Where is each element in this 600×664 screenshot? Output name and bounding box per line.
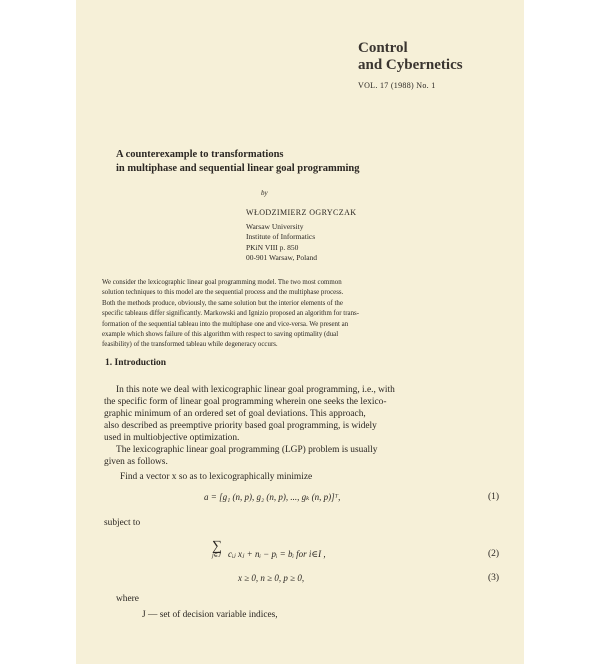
summation (212, 538, 222, 559)
abstract (102, 278, 492, 351)
author-name: WŁODZIMIERZ OGRYCZAK (246, 208, 357, 217)
body-line: the specific form of linear goal programming wherein one seeks the lexico- (104, 397, 387, 407)
section-heading: 1. Introduction (105, 358, 167, 368)
abstract-line: specific tableaus differ significantly. Markowski and Ignizio proposed an algorithm for trans- (102, 310, 359, 318)
equation-1: a = [g₁ (n, p), g₂ (n, p), ..., gₖ (n, p)]ᵀ, (204, 492, 341, 502)
equation-3-number: (3) (488, 573, 500, 583)
abstract-line: solution techniques to this model are the sequential process and the multiphase process. (102, 289, 344, 297)
sum-symbol: ∑ (212, 539, 222, 555)
subject-to-label: subject to (104, 518, 141, 528)
equation-3: x ≥ 0, n ≥ 0, p ≥ 0, (238, 573, 305, 583)
abstract-line: Both the methods produce, obviously, the same solution but the interior elements of the (102, 299, 343, 307)
where-label: where (116, 594, 139, 604)
affiliation-line: Institute of Informatics (246, 232, 316, 242)
body-line: graphic minimum of an ordered set of goal deviations. This approach, (104, 409, 366, 419)
abstract-line: feasibility) of the transformed tableau while degeneracy occurs. (102, 341, 278, 349)
affiliation-line: PKiN VIII p. 850 (246, 242, 299, 252)
equation-2: cᵢⱼ xⱼ + nᵢ − pᵢ = bᵢ for i∈I , (228, 549, 326, 559)
scanned-page (76, 0, 524, 664)
journal-name-line1: Control (358, 40, 408, 56)
equation-1-number: (1) (488, 492, 500, 502)
equation-2-number: (2) (488, 549, 500, 559)
article-title (116, 148, 359, 176)
body-line: given as follows. (104, 457, 168, 467)
abstract-line: We consider the lexicographic linear goal programming model. The two most common (102, 279, 342, 286)
find-statement: Find a vector x so as to lexicographically minimize (120, 472, 313, 482)
affiliation-line: Warsaw University (246, 222, 304, 231)
body-line: used in multiobjective optimization. (104, 433, 240, 443)
affiliation-line: 00-901 Warsaw, Poland (246, 252, 318, 262)
sum-subscript: j∈J (212, 553, 221, 559)
title-line-2: in multiphase and sequential linear goal programming (116, 163, 360, 174)
volume-info: VOL. 17 (1988) No. 1 (358, 81, 436, 90)
abstract-line: formation of the sequential tableau into the multiphase one and vice-versa. We present an (102, 320, 349, 328)
byline-by: by (261, 189, 268, 197)
introduction-body (104, 384, 496, 468)
journal-name-line2: and Cybernetics (358, 57, 463, 73)
journal-name (358, 40, 463, 74)
definition-j: J — set of decision variable indices, (142, 610, 278, 620)
title-line-1: A counterexample to transformations (116, 149, 284, 160)
abstract-line: example which shows failure of this algorithm with respect to saving optimality (dual (102, 331, 339, 339)
body-line: also described as preemptive priority based goal programming, is widely (104, 421, 377, 431)
body-line: The lexicographic linear goal programming (LGP) problem is usually (116, 445, 378, 455)
author-affiliation (246, 222, 317, 263)
body-line: In this note we deal with lexicographic linear goal programming, i.e., with (116, 385, 395, 395)
